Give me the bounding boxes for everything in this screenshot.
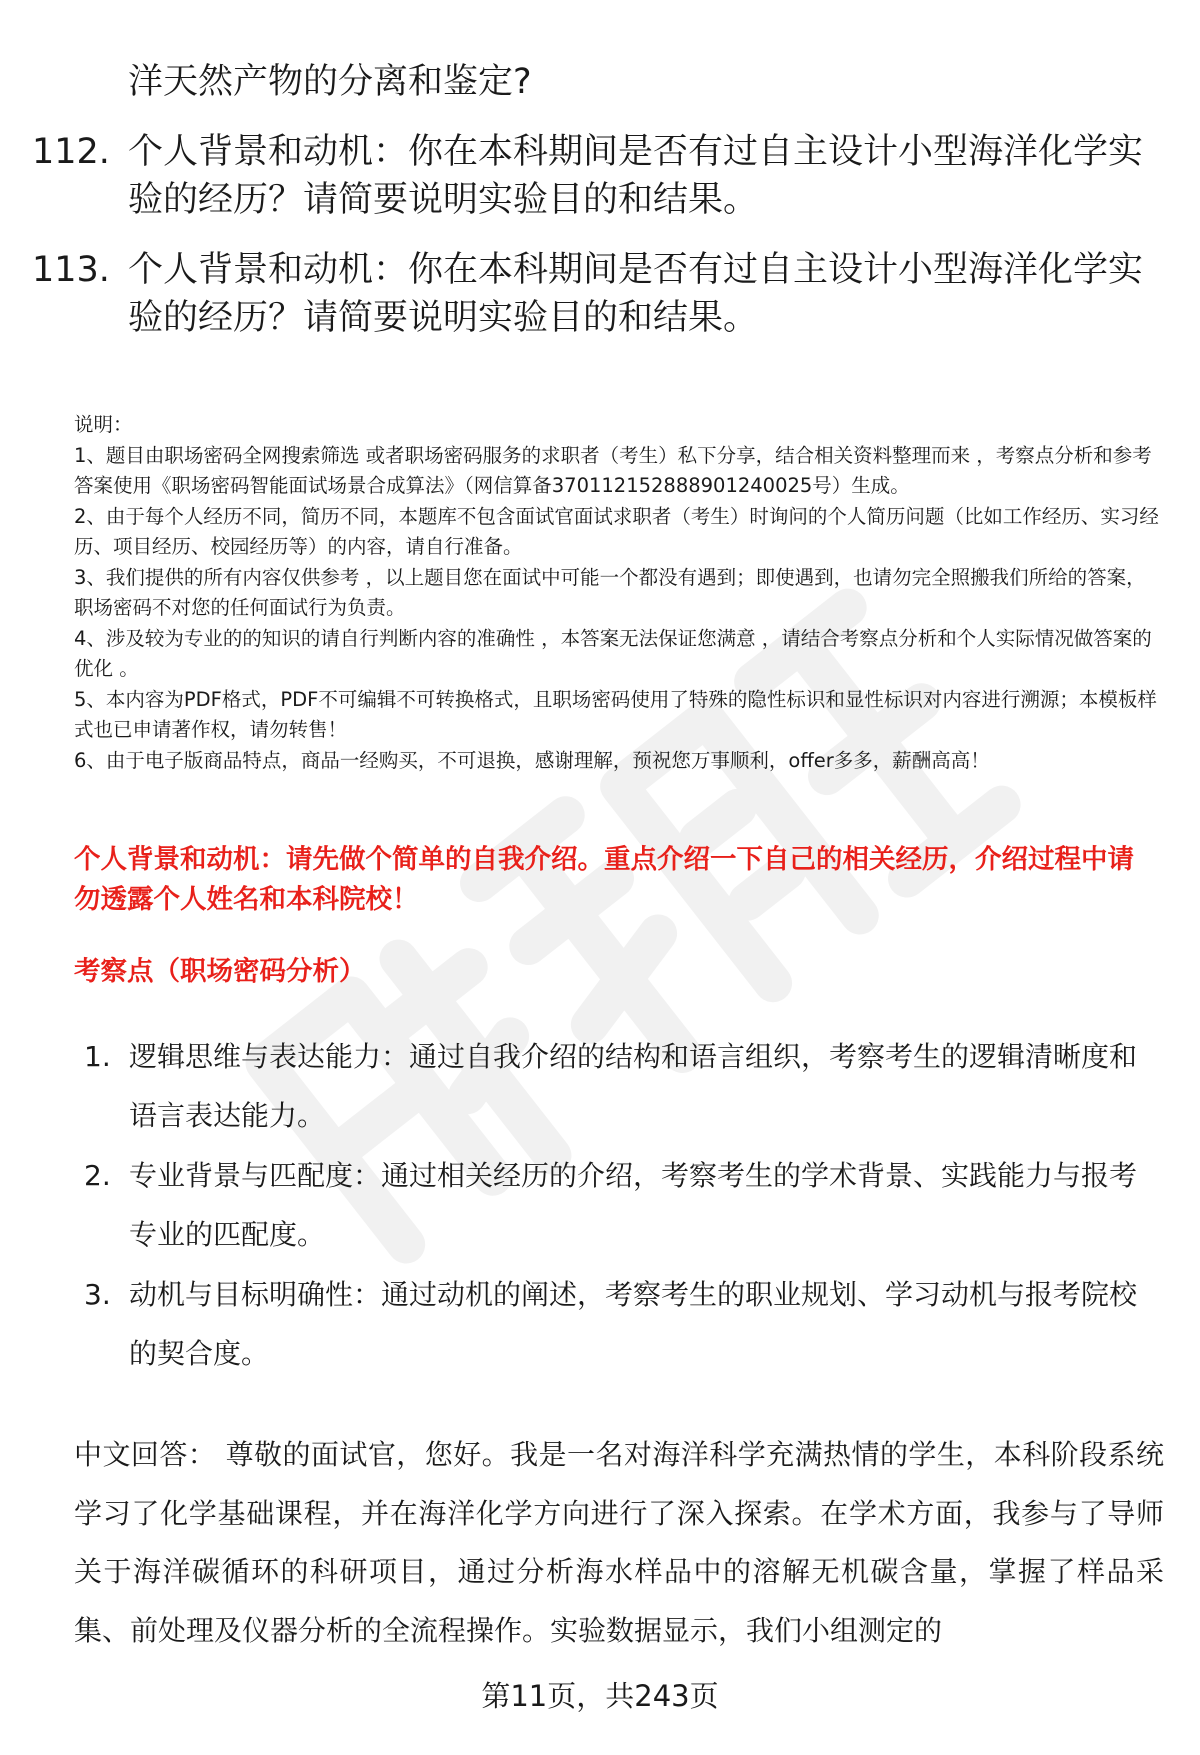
note-item: 6、由于电子版商品特点，商品一经购买，不可退换，感谢理解，预祝您万事顺利，offer多多，薪酬高高！: [74, 748, 990, 772]
question-text: 个人背景和动机：你在本科期间是否有过自主设计小型海洋化学实验的经历？请简要说明实验目的和结果。: [128, 132, 1144, 220]
analysis-list: [84, 1028, 1164, 1385]
analysis-point: [84, 1028, 1164, 1145]
question-text: 个人背景和动机：你在本科期间是否有过自主设计小型海洋化学实验的经历？请简要说明实验目的和结果。: [128, 250, 1144, 338]
question-continuation: 洋天然产物的分离和鉴定?: [128, 62, 532, 102]
question-number: 112.: [32, 132, 110, 172]
note-item: 5、本内容为PDF格式，PDF不可编辑不可转换格式，且职场密码使用了特殊的隐性标识和显性标识对内容进行溯源；本模板样式也已申请著作权，请勿转售！: [74, 687, 1157, 741]
notes-title: 说明：: [74, 413, 133, 436]
note-item: 1、题目由职场密码全网搜索筛选 或者职场密码服务的求职者（考生）私下分享，结合相关资料整理而来 ，考察点分析和参考答案使用《职场密码智能面试场景合成算法》（网信算备370112152888901240025号）生成。: [74, 443, 1152, 497]
interview-prompt: 个人背景和动机：请先做个简单的自我介绍。重点介绍一下自己的相关经历，介绍过程中请勿透露个人姓名和本科院校！: [74, 844, 1134, 915]
analysis-point-number: 3.: [84, 1278, 111, 1311]
note-item: 3、我们提供的所有内容仅供参考 ，以上题目您在面试中可能一个都没有遇到；即使遇到，也请勿完全照搬我们所给的答案，职场密码不对您的任何面试行为负责。: [74, 565, 1146, 619]
analysis-point-text: 动机与目标明确性：通过动机的阐述，考察考生的职业规划、学习动机与报考院校的契合度。: [129, 1278, 1138, 1370]
analysis-point: [84, 1266, 1164, 1383]
analysis-point-number: 1.: [84, 1040, 111, 1073]
analysis-point-text: 逻辑思维与表达能力：通过自我介绍的结构和语言组织，考察考生的逻辑清晰度和语言表达能力。: [129, 1040, 1138, 1132]
note-item: 4、涉及较为专业的的知识的请自行判断内容的准确性 ，本答案无法保证您满意 ，请结合考察点分析和个人实际情况做答案的优化 。: [74, 626, 1152, 680]
question-item: [32, 128, 1152, 224]
note-item: 2、由于每个人经历不同，简历不同，本题库不包含面试官面试求职者（考生）时询问的个人简历问题（比如工作经历、实习经历、项目经历、校园经历等）的内容，请自行准备。: [74, 504, 1159, 558]
notes-section: [74, 410, 1164, 776]
analysis-point: [84, 1147, 1164, 1264]
question-item: [32, 246, 1152, 342]
question-number: 113.: [32, 250, 110, 290]
analysis-heading: 考察点（职场密码分析）: [74, 956, 366, 987]
answer-paragraph: 中文回答： 尊敬的面试官，您好。我是一名对海洋科学充满热情的学生，本科阶段系统学习了化学基础课程，并在海洋化学方向进行了深入探索。在学术方面，我参与了导师关于海洋碳循环的科研项目，通过分析海水样品中的溶解无机碳含量，掌握了样品采集、前处理及仪器分析的全流程操作。实验数据显示，我们小组测定的: [74, 1438, 1164, 1647]
page-footer: 第11页，共243页: [481, 1679, 719, 1713]
analysis-point-text: 专业背景与匹配度：通过相关经历的介绍，考察考生的学术背景、实践能力与报考专业的匹配度。: [129, 1159, 1138, 1251]
analysis-point-number: 2.: [84, 1159, 111, 1192]
